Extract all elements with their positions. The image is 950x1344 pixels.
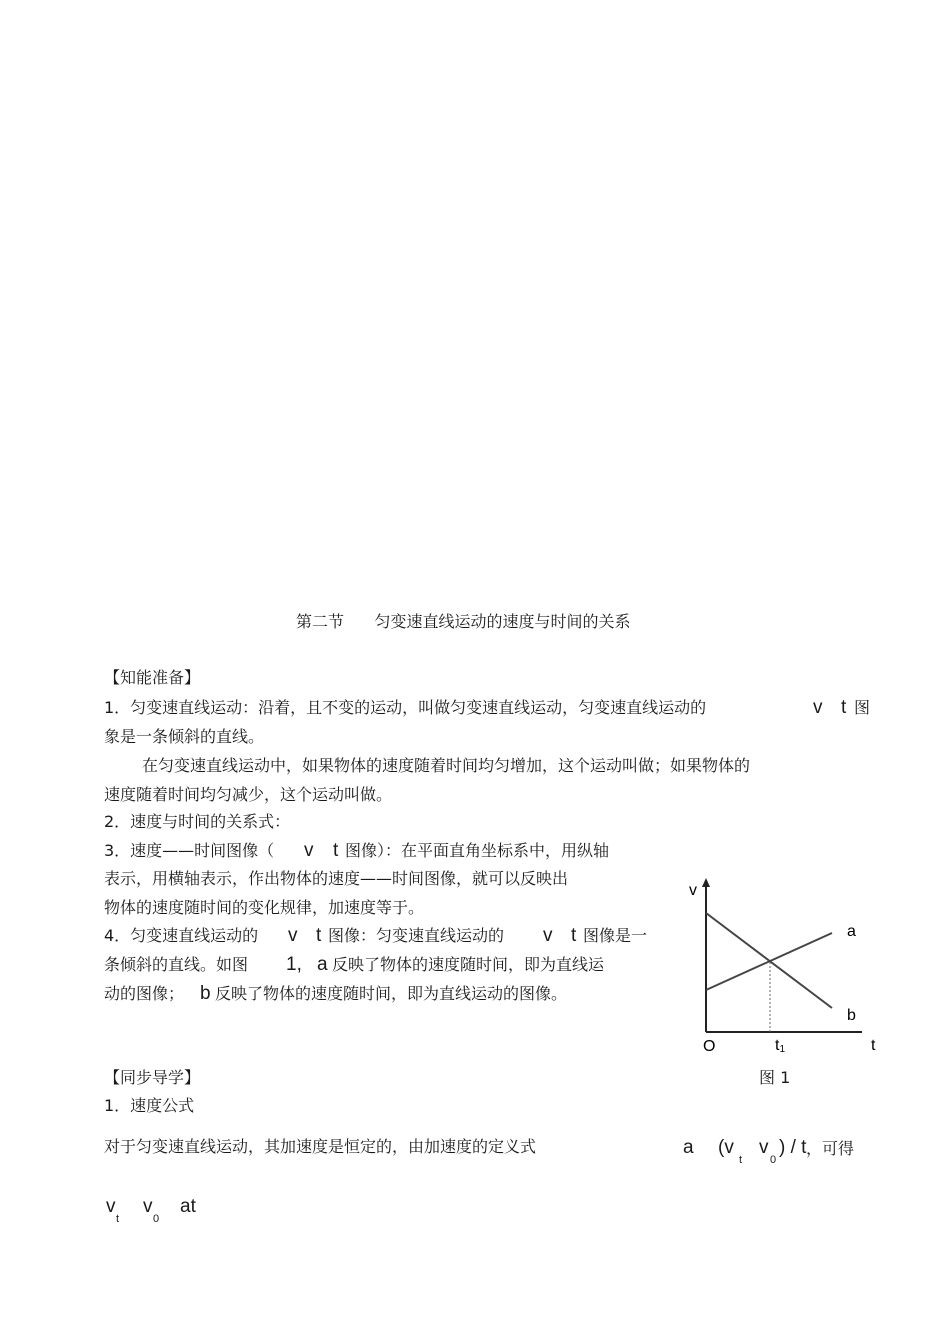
formula-subscript-0: 0	[770, 1154, 777, 1166]
formula-velocity-at: at	[180, 1196, 196, 1217]
symbol-t: t	[333, 840, 339, 861]
section-heading-prep: 【知能准备】	[104, 668, 201, 687]
paragraph-1-line-1: 1．匀变速直线运动：沿着，且不变的运动，叫做匀变速直线运动，匀变速直线运动的	[104, 698, 707, 717]
formula-velocity-v0: v	[143, 1196, 153, 1217]
line-a-label: a	[847, 923, 856, 940]
acceleration-definition-text: 对于匀变速直线运动，其加速度是恒定的，由加速度的定义式	[104, 1137, 537, 1156]
page-title: 第二节 匀变速直线运动的速度与时间的关系	[296, 612, 631, 631]
line-b-ref: b	[200, 983, 211, 1004]
paragraph-2-line-1: 在匀变速直线运动中，如果物体的速度随着时间均匀增加，这个运动叫做；如果物体的	[142, 756, 751, 775]
paragraph-4-line-2: 表示，用横轴表示，作出物体的速度——时间图像，就可以反映出	[104, 869, 569, 888]
line-b-label: b	[847, 1007, 856, 1024]
paragraph-4-line-3: 物体的速度随时间的变化规律，加速度等于。	[104, 898, 425, 917]
figure-caption: 图 1	[759, 1068, 791, 1087]
paragraph-4-line-1-end: 图像）：在平面直角坐标系中，用纵轴	[345, 841, 610, 860]
paragraph-5-line-3-start: 动的图像；	[104, 984, 185, 1003]
paragraph-5-line-1-start: 4．匀变速直线运动的	[104, 926, 259, 945]
section-heading-guide: 【同步导学】	[104, 1068, 201, 1087]
t1-label	[775, 1037, 785, 1052]
paragraph-5-line-1-end: 图像是一	[583, 926, 648, 945]
paragraph-3: 2．速度与时间的关系式：	[104, 812, 291, 831]
t1-main: t	[775, 1037, 780, 1052]
paragraph-2-line-2: 速度随着时间均匀减少，这个运动叫做。	[104, 785, 393, 804]
symbol-v: v	[543, 925, 553, 946]
paragraph-4-line-1-start: 3．速度——时间图像（	[104, 841, 275, 860]
subsection-velocity-formula: 1．速度公式	[104, 1096, 195, 1115]
symbol-t: t	[841, 697, 847, 718]
formula-acceleration-close: ) / t	[779, 1137, 807, 1158]
symbol-t: t	[571, 925, 577, 946]
paragraph-5-line-1-mid: 图像：匀变速直线运动的	[328, 926, 505, 945]
vt-graph-figure	[680, 872, 890, 1052]
paragraph-1-tail: 图	[854, 698, 871, 717]
formula-velocity-vt: v	[106, 1196, 116, 1217]
formula-subscript-t: t	[739, 1154, 743, 1166]
v-axis-arrow	[702, 878, 710, 887]
formula-acceleration-v0: v	[759, 1137, 769, 1158]
line-a-ref: a	[317, 954, 328, 975]
symbol-t: t	[316, 925, 322, 946]
origin-label: O	[703, 1038, 716, 1052]
paragraph-1-line-2: 象是一条倾斜的直线。	[104, 727, 265, 746]
t1-subscript: 1	[779, 1044, 786, 1052]
paragraph-5-line-3-end: 反映了物体的速度随时间，即为直线运动的图像。	[215, 984, 568, 1003]
formula-acceleration-open: (v	[718, 1137, 734, 1158]
symbol-v: v	[304, 840, 314, 861]
figure-number: 1,	[286, 954, 302, 975]
formula-subscript-0: 0	[153, 1213, 160, 1225]
paragraph-5-line-2-end: 反映了物体的速度随时间，即为直线运	[332, 955, 605, 974]
formula-acceleration-a: a	[683, 1137, 694, 1158]
symbol-v: v	[288, 925, 298, 946]
line-b	[706, 913, 832, 1008]
paragraph-5-line-2-start: 条倾斜的直线。如图	[104, 955, 249, 974]
axis-label-v: v	[689, 882, 697, 899]
axis-label-t: t	[871, 1037, 876, 1052]
formula-tail-text: ，可得	[806, 1139, 855, 1158]
formula-subscript-t: t	[116, 1213, 120, 1225]
symbol-v: v	[813, 697, 823, 718]
